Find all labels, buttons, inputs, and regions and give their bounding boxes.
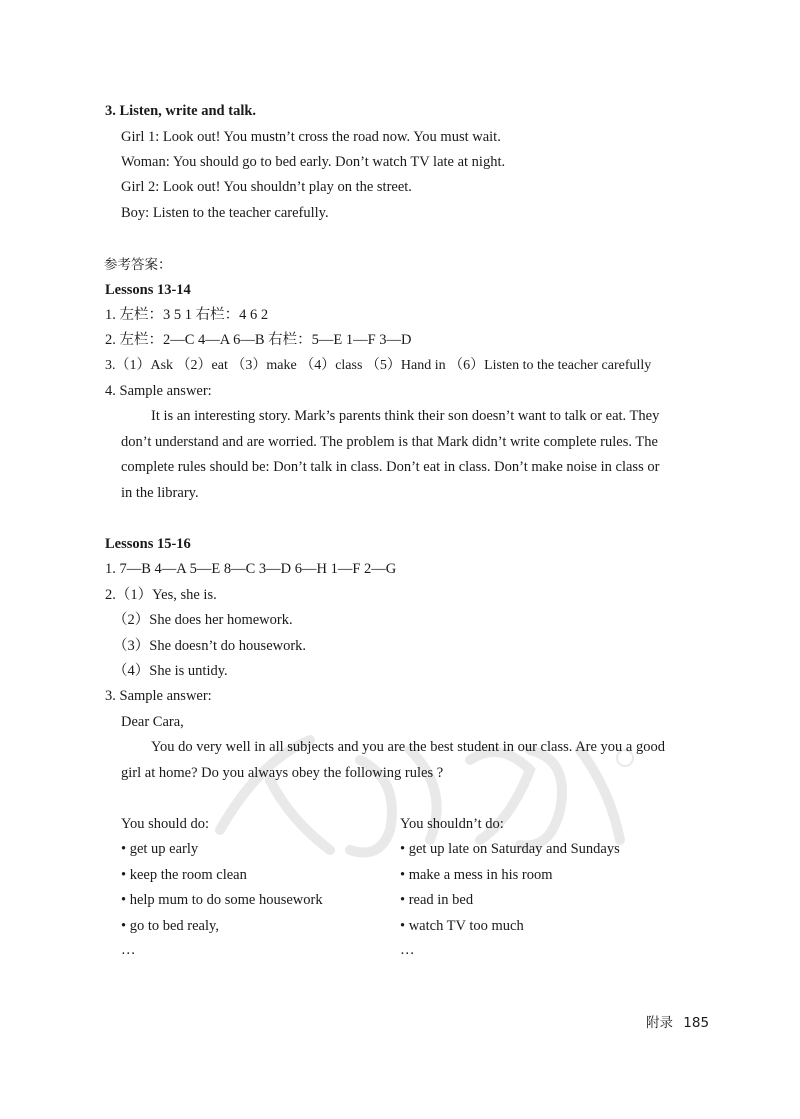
answer-q3: 3.（1）Ask （2）eat （3）make （4）class （5）Hand in （6）Listen to the teacher carefully — [105, 358, 652, 373]
answer-q2-item: （2）She does her homework. — [113, 612, 293, 628]
page-number: 185 — [683, 1015, 710, 1031]
answer-q2-item: 2.（1）Yes, she is. — [105, 587, 217, 603]
answer-q4-label: 4. Sample answer: — [105, 383, 212, 399]
should-do-item: • help mum to do some housework — [121, 892, 323, 908]
dialogue-line: Girl 2: Look out! You shouldn’t play on the street. — [121, 179, 412, 195]
should-do-item: • keep the room clean — [121, 867, 247, 883]
sample-answer-line: It is an interesting story. Mark’s parents think their son doesn’t want to talk or eat. They — [151, 408, 660, 424]
answer-q1: 1. 左栏：3 5 1 右栏：4 6 2 — [105, 307, 269, 323]
answer-q2: 2. 左栏：2—C 4—A 6—B 右栏：5—E 1—F 3—D — [105, 332, 412, 348]
should-do-item: • go to bed realy, — [121, 918, 219, 934]
answer-q3-label: 3. Sample answer: — [105, 688, 212, 704]
dialogue-line: Boy: Listen to the teacher carefully. — [121, 205, 329, 221]
should-not-do-ellipsis: … — [400, 942, 415, 958]
page-footer — [646, 1011, 709, 1031]
should-not-do-item: • watch TV too much — [400, 918, 524, 934]
dialogue-line: Woman: You should go to bed early. Don’t watch TV late at night. — [121, 154, 506, 170]
answer-q1: 1. 7—B 4—A 5—E 8—C 3—D 6—H 1—F 2—G — [105, 561, 397, 577]
should-not-do-title: You shouldn’t do: — [400, 816, 504, 832]
sample-answer-line: complete rules should be: Don’t talk in class. Don’t eat in class. Don’t make noise in class or — [121, 459, 660, 475]
should-do-item: • get up early — [121, 841, 199, 857]
answers-heading: 参考答案： — [104, 257, 172, 273]
should-not-do-item: • make a mess in his room — [400, 867, 553, 883]
should-not-do-item: • read in bed — [400, 892, 474, 908]
sample-answer-line: don’t understand and are worried. The problem is that Mark didn’t write complete rules. The — [121, 434, 658, 450]
footer-label: 附录 — [646, 1015, 673, 1031]
letter-line: girl at home? Do you always obey the following rules ? — [121, 765, 444, 781]
sample-answer-line: in the library. — [121, 485, 199, 501]
answer-q2-item: （3）She doesn’t do housework. — [113, 638, 307, 654]
lessons-heading: Lessons 13-14 — [105, 282, 191, 298]
dialogue-line: Girl 1: Look out! You mustn’t cross the road now. You must wait. — [121, 129, 501, 145]
should-do-title: You should do: — [121, 816, 209, 832]
letter-line: You do very well in all subjects and you are the best student in our class. Are you a good — [151, 739, 665, 755]
lessons-heading: Lessons 15-16 — [105, 536, 191, 552]
answer-q2-item: （4）She is untidy. — [113, 663, 228, 679]
letter-salutation: Dear Cara, — [121, 714, 184, 730]
should-not-do-item: • get up late on Saturday and Sundays — [400, 841, 620, 857]
section-heading: 3. Listen, write and talk. — [105, 103, 257, 119]
should-do-ellipsis: … — [121, 942, 136, 958]
